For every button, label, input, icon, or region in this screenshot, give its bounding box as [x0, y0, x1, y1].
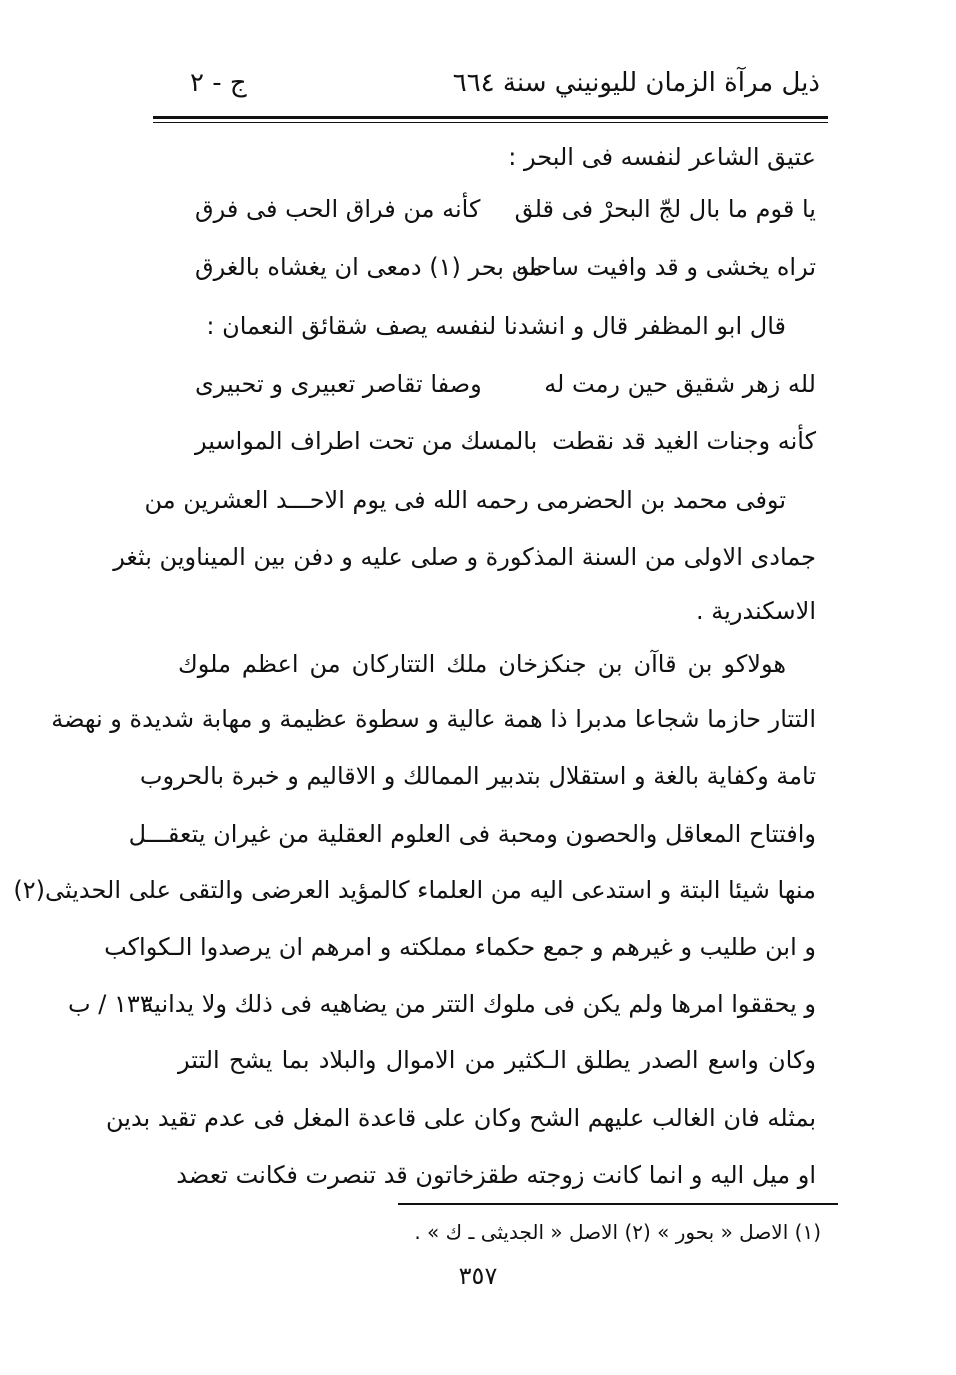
footnote-rule — [398, 1203, 838, 1205]
obituary-line-3: الاسكندرية . — [696, 597, 816, 625]
hulagu-line-3: تامة وكفاية بالغة و استقلال بتدبير الممالك و الاقاليم و خبرة بالحروب — [139, 762, 816, 790]
header-rule-thick — [153, 116, 828, 119]
running-header — [150, 68, 830, 108]
hulagu-line-10: او ميل اليه و انما كانت زوجته طقزخاتون قد تنصرت فكانت تعضد — [176, 1161, 816, 1189]
verse-1-second-hemistich: كأنه من فراق الحب فى فرق — [195, 195, 481, 223]
hulagu-line-4: وافتتاح المعاقل والحصون ومحبة فى العلوم العقلية من غيران يتعقـــل — [128, 820, 816, 848]
verse-4 — [195, 427, 816, 467]
obituary-line-2: جمادى الاولى من السنة المذكورة و صلى عليه و دفن بين المیناوین بثغر — [113, 543, 816, 571]
hulagu-line-5: منها شيئا البتة و استدعى اليه من العلماء كالمؤيد العرضى والتقى على الحديثى(٢) — [13, 876, 816, 904]
verse-2-first-hemistich: تراه يخشى و قد وافيت ساحله — [515, 253, 816, 281]
footnote: (١) الاصل « بحور » (٢) الاصل « الجديثى ـ ك » . — [414, 1220, 821, 1244]
verse-2-second-hemistich: من بحر (١) دمعى ان يغشاه بالغرق — [195, 253, 543, 281]
header-rule-thin — [153, 122, 828, 123]
header-volume: ج - ٢ — [190, 68, 247, 98]
verse-4-first-hemistich: كأنه وجنات الغيد قد نقطت — [552, 427, 816, 455]
verse-1-first-hemistich: يا قوم ما بال لجّ البحرْ فى قلق — [514, 195, 816, 223]
verse-3-first-hemistich: لله زهر شقيق حين رمت له — [544, 370, 816, 398]
obituary-line-1: توفى محمد بن الحضرمى رحمه الله فى يوم الاحـــد العشرين من — [144, 486, 786, 514]
page-number: ٣٥٧ — [458, 1262, 498, 1290]
header-title: ذيل مرآة الزمان لليونيني سنة ٦٦٤ — [452, 68, 820, 98]
hulagu-line-2: التتار حازما شجاعا مدبرا ذا همة عالية و سطوة عظيمة و مهابة شديدة و نهضة — [51, 705, 816, 733]
verse-3-second-hemistich: وصفا تقاصر تعبيرى و تحبيرى — [195, 370, 482, 398]
hulagu-line-7: و يحققوا امرها ولم يكن فى ملوك التتر من يضاهيه فى ذلك ولا يدانيه — [141, 990, 816, 1018]
margin-folio-note: ١٣٣ / ب — [68, 990, 153, 1018]
hulagu-line-6: و ابن طليب و غيرهم و جمع حكماء مملكته و امرهم ان يرصدوا الـكواكب — [104, 933, 816, 961]
hulagu-line-8: وكان واسع الصدر يطلق الـكثير من الاموال والبلاد بما يشح التتر — [178, 1046, 816, 1074]
hulagu-line-1: هولاكو بن قاآن بن جنكزخان ملك التتاركان من اعظم ملوك — [178, 650, 786, 678]
abu-muzaffar-line: قال ابو المظفر قال و انشدنا لنفسه يصف شقائق النعمان : — [206, 312, 786, 340]
intro-line: عتيق الشاعر لنفسه فى البحر : — [508, 143, 816, 171]
verse-1 — [195, 195, 816, 235]
verse-4-second-hemistich: بالمسك من تحت اطراف المواسير — [195, 427, 538, 455]
verse-3 — [195, 370, 816, 410]
hulagu-line-9: بمثله فان الغالب عليهم الشح وكان على قاعدة المغل فى عدم تقيد بدين — [106, 1104, 816, 1132]
verse-2 — [195, 253, 816, 293]
